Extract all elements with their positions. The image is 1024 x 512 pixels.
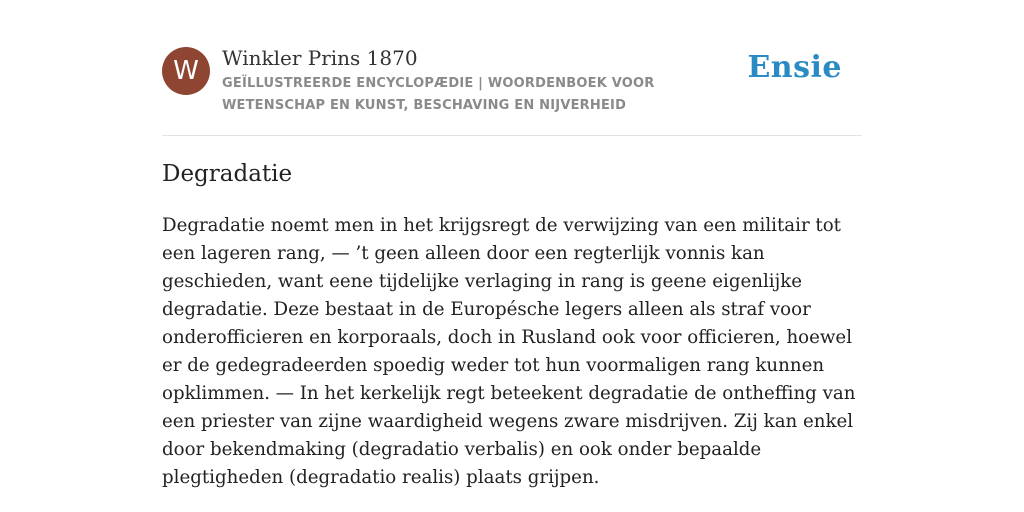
source-subtitle: GEÏLLUSTREERDE ENCYCLOPÆDIE | WOORDENBOEK VOOR WETENSCHAP EN KUNST, BESCHAVING EN NIJVERHEID [222, 76, 655, 113]
article-body: Degradatie noemt men in het krijgsregt de verwijzing van een militair tot een lageren rang, — ’t geen alleen door een regterlijk vonnis kan geschieden, want eene tijdelijke verlaging in rang is geene eigenlijke degradatie. Deze bestaat in de Europésche legers alleen als straf voor onderofficieren en korporaals, doch in Rusland ook voor officieren, hoewel er de gedegradeerden spoedig weder tot hun voormaligen rang kunnen opklimmen. — In het kerkelijk regt beteekent degradatie de ontheffing van een priester van zijne waardigheid wegens zware misdrijven. Zij kan enkel door bekendmaking (degradatio verbalis) en ook onder bepaalde plegtigheden (degradatio realis) plaats grijpen. [162, 215, 856, 488]
header-divider [162, 135, 862, 136]
source-header [162, 44, 862, 120]
source-title-link[interactable]: Winkler Prins 1870 [222, 46, 418, 70]
source-avatar[interactable]: W [162, 47, 210, 95]
source-info [222, 44, 762, 117]
ensie-logo-link[interactable]: Ensie [747, 50, 842, 85]
article-title: Degradatie [162, 161, 293, 187]
